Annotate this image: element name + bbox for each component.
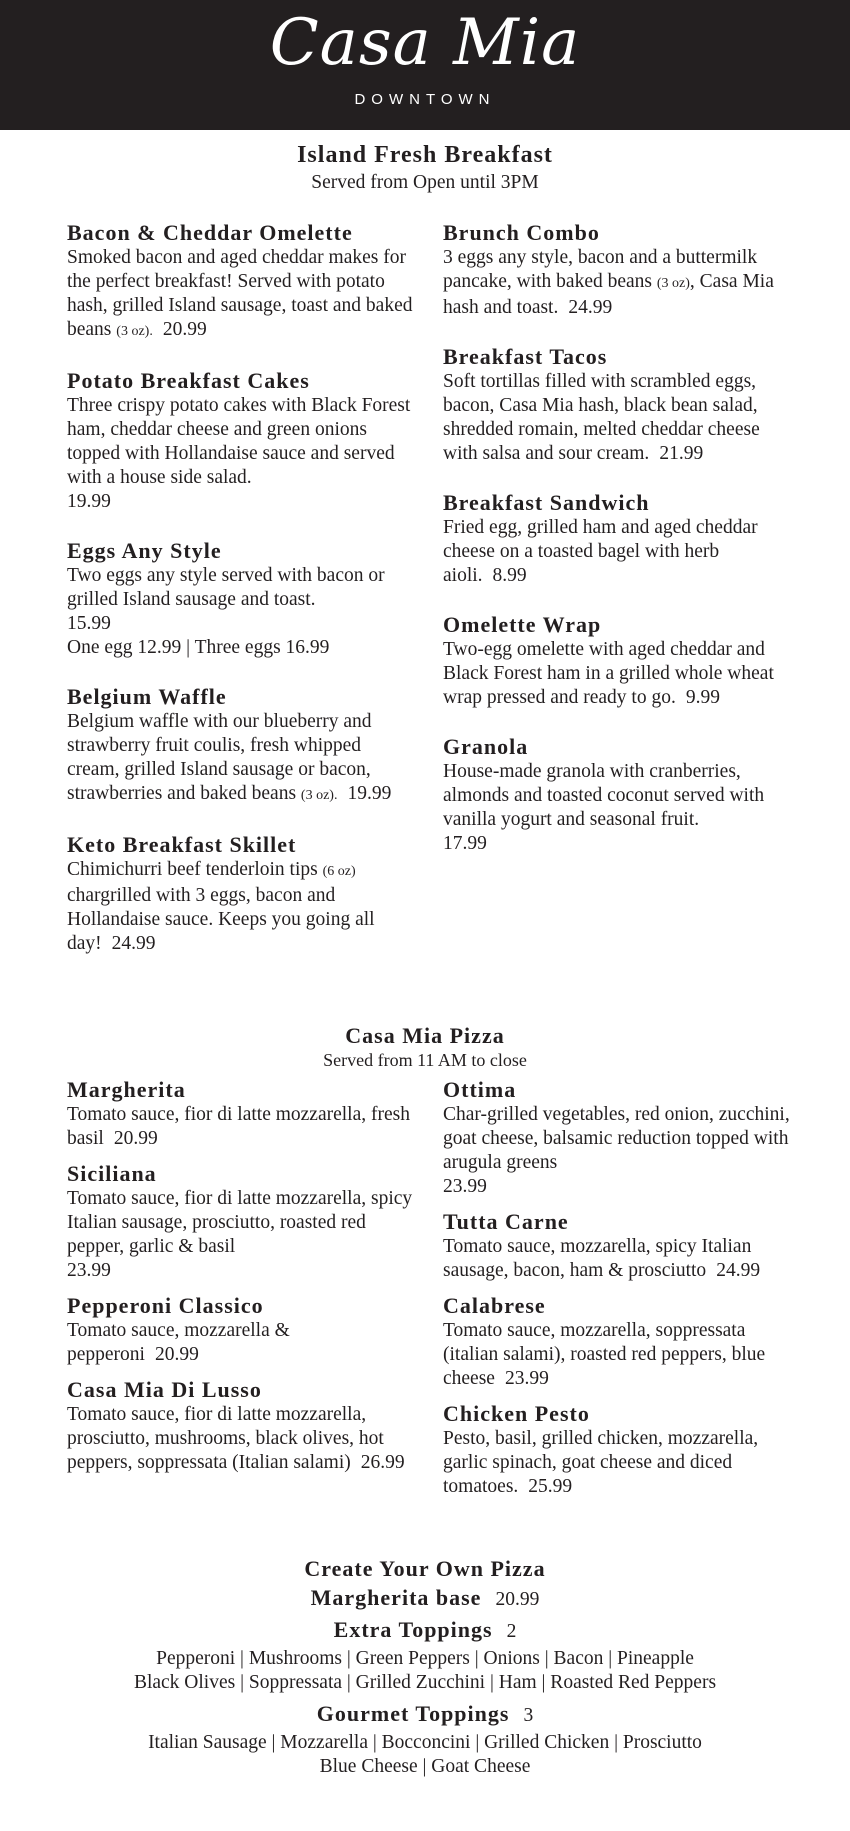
item-name: Breakfast Tacos xyxy=(443,344,608,369)
extra-toppings-line xyxy=(0,1615,850,1647)
item-description xyxy=(443,1427,793,1499)
item-desc-text: Belgium waffle with our blueberry and strawberry fruit coulis, fresh whipped cream, grilled Island sausage or bacon, strawberries and baked beans xyxy=(67,711,372,804)
menu-item xyxy=(443,612,793,710)
item-portion: (3 oz). xyxy=(300,788,338,803)
item-description xyxy=(443,1103,793,1199)
item-name: Pepperoni Classico xyxy=(67,1293,264,1318)
extra-toppings-price: 2 xyxy=(506,1621,517,1642)
item-description xyxy=(443,760,793,856)
item-portion: (3 oz) xyxy=(656,276,690,291)
item-price: 26.99 xyxy=(360,1452,405,1473)
item-name: Brunch Combo xyxy=(443,220,600,245)
item-desc-text: Tomato sauce, fior di latte mozzarella, spicy Italian sausage, prosciutto, roasted red pepper, garlic & basil xyxy=(67,1188,413,1257)
logo-subtitle: DOWNTOWN xyxy=(354,91,496,108)
pizza-subtitle: Served from 11 AM to close xyxy=(323,1050,527,1070)
pizza-title: Casa Mia Pizza xyxy=(345,1023,505,1048)
gourmet-toppings-list: Blue Cheese | Goat Cheese xyxy=(319,1756,531,1777)
item-portion: (3 oz). xyxy=(116,324,153,339)
item-description xyxy=(67,246,417,344)
item-desc-text: Char-grilled vegetables, red onion, zucchini, goat cheese, balsamic reduction topped with arugula greens xyxy=(443,1104,790,1173)
breakfast-subtitle: Served from Open until 3PM xyxy=(311,172,539,193)
item-price: 20.99 xyxy=(113,1128,158,1149)
item-name: Bacon & Cheddar Omelette xyxy=(67,220,353,245)
item-desc-text: Pesto, basil, grilled chicken, mozzarella, garlic spinach, goat cheese and diced tomatoes. xyxy=(443,1428,759,1497)
menu-item xyxy=(67,1293,417,1367)
item-desc-text: Tomato sauce, mozzarella, soppressata (italian salami), roasted red peppers, blue cheese xyxy=(443,1320,766,1389)
item-price: 23.99 xyxy=(67,1260,111,1281)
item-price: 20.99 xyxy=(154,1344,199,1365)
item-name: Breakfast Sandwich xyxy=(443,490,650,515)
item-price: 23.99 xyxy=(443,1176,487,1197)
base-line xyxy=(0,1583,850,1615)
item-desc-text: 3 eggs any style, bacon and a buttermilk pancake, with baked beans xyxy=(443,247,758,292)
item-description xyxy=(67,1103,417,1151)
item-name: Siciliana xyxy=(67,1161,157,1186)
item-price: 8.99 xyxy=(492,565,527,586)
base-price: 20.99 xyxy=(495,1589,540,1610)
menu-item xyxy=(67,684,417,808)
item-extra-prices: One egg 12.99 | Three eggs 16.99 xyxy=(67,637,330,658)
item-name: Calabrese xyxy=(443,1293,546,1318)
menu-item xyxy=(443,1401,793,1499)
create-your-own-section xyxy=(0,1555,850,1779)
item-name: Chicken Pesto xyxy=(443,1401,590,1426)
menu-item xyxy=(67,538,417,660)
gourmet-toppings-label: Gourmet Toppings xyxy=(316,1701,510,1726)
item-price: 23.99 xyxy=(504,1368,549,1389)
item-name: Casa Mia Di Lusso xyxy=(67,1377,262,1402)
item-name: Omelette Wrap xyxy=(443,612,602,637)
menu-item xyxy=(67,1077,417,1151)
breakfast-right-column xyxy=(443,220,793,880)
item-desc-text: Chimichurri beef tenderloin tips xyxy=(67,859,323,880)
item-desc-text: House-made granola with cranberries, almonds and toasted coconut served with vanilla yogurt and seasonal fruit. xyxy=(443,761,765,830)
item-price: 21.99 xyxy=(659,443,704,464)
menu-item xyxy=(443,490,793,588)
item-price: 20.99 xyxy=(162,319,207,340)
header-banner xyxy=(0,0,850,130)
base-label: Margherita base xyxy=(310,1585,482,1610)
menu-item xyxy=(67,368,417,514)
extra-toppings-list: Black Olives | Soppressata | Grilled Zucchini | Ham | Roasted Red Peppers xyxy=(133,1672,717,1693)
item-price: 19.99 xyxy=(347,783,392,804)
extra-toppings-label: Extra Toppings xyxy=(333,1617,493,1642)
item-desc-text: Tomato sauce, mozzarella & pepperoni xyxy=(67,1320,290,1365)
item-description xyxy=(443,638,793,710)
item-desc-text: Fried egg, grilled ham and aged cheddar cheese on a toasted bagel with herb aioli. xyxy=(443,517,758,586)
item-name: Potato Breakfast Cakes xyxy=(67,368,310,393)
item-desc-text: Two eggs any style served with bacon or grilled Island sausage and toast. xyxy=(67,565,385,610)
menu-item xyxy=(443,734,793,856)
item-price: 25.99 xyxy=(528,1476,573,1497)
gourmet-toppings-list: Italian Sausage | Mozzarella | Bocconcini | Grilled Chicken | Prosciutto xyxy=(148,1732,702,1753)
menu-item xyxy=(67,220,417,344)
item-description xyxy=(67,710,417,808)
item-name: Eggs Any Style xyxy=(67,538,222,563)
item-desc-text: Soft tortillas filled with scrambled eggs, bacon, Casa Mia hash, black bean salad, shredded romain, melted cheddar cheese with salsa and sour cream. xyxy=(443,371,760,464)
item-price: 17.99 xyxy=(443,833,487,854)
extra-toppings-list: Pepperoni | Mushrooms | Green Peppers | Onions | Bacon | Pineapple xyxy=(156,1648,694,1669)
item-name: Granola xyxy=(443,734,529,759)
item-name: Margherita xyxy=(67,1077,186,1102)
create-title: Create Your Own Pizza xyxy=(304,1556,546,1581)
menu-item xyxy=(443,1293,793,1391)
item-price: 19.99 xyxy=(67,491,111,512)
breakfast-left-column xyxy=(67,220,417,980)
menu-item xyxy=(67,832,417,956)
pizza-right-column xyxy=(443,1077,793,1509)
item-desc-text: Tomato sauce, fior di latte mozzarella, fresh basil xyxy=(67,1104,410,1149)
item-price: 9.99 xyxy=(685,687,720,708)
pizza-left-column xyxy=(67,1077,417,1485)
item-description xyxy=(443,370,793,466)
item-price: 24.99 xyxy=(716,1260,761,1281)
item-portion: (6 oz) xyxy=(322,864,356,879)
item-name: Keto Breakfast Skillet xyxy=(67,832,297,857)
breakfast-title: Island Fresh Breakfast xyxy=(297,142,553,168)
item-description xyxy=(67,564,417,660)
menu-item xyxy=(67,1161,417,1283)
item-description xyxy=(443,246,793,320)
item-name: Ottima xyxy=(443,1077,517,1102)
item-description xyxy=(443,1319,793,1391)
item-description xyxy=(67,1403,417,1475)
logo-script: Casa Mia xyxy=(269,6,581,80)
menu-item xyxy=(443,1077,793,1199)
gourmet-toppings-line xyxy=(0,1699,850,1731)
item-description xyxy=(443,1235,793,1283)
item-description xyxy=(67,1187,417,1283)
item-desc-text: chargrilled with 3 eggs, bacon and Hollandaise sauce. Keeps you going all day! xyxy=(67,885,375,954)
item-desc-text: Tomato sauce, mozzarella, spicy Italian sausage, bacon, ham & prosciutto xyxy=(443,1236,752,1281)
item-price: 15.99 xyxy=(67,613,111,634)
item-name: Tutta Carne xyxy=(443,1209,569,1234)
item-description xyxy=(443,516,793,588)
item-price: 24.99 xyxy=(568,297,613,318)
item-desc-text: Three crispy potato cakes with Black Forest ham, cheddar cheese and green onions topped with Hollandaise sauce and served with a house side salad. xyxy=(67,395,411,488)
item-name: Belgium Waffle xyxy=(67,684,227,709)
item-description xyxy=(67,1319,337,1367)
item-price: 24.99 xyxy=(111,933,156,954)
menu-item xyxy=(443,220,793,320)
item-description xyxy=(67,394,417,514)
item-desc-text: Smoked bacon and aged cheddar makes for the perfect breakfast! Served with potato hash, grilled Island sausage, toast and baked beans xyxy=(67,247,413,340)
item-desc-text: Two-egg omelette with aged cheddar and Black Forest ham in a grilled whole wheat wrap pressed and ready to go. xyxy=(443,639,774,708)
menu-item xyxy=(443,344,793,466)
item-desc-text: Tomato sauce, fior di latte mozzarella, prosciutto, mushrooms, black olives, hot peppers, soppressata (Italian salami) xyxy=(67,1404,384,1473)
item-desc-text: , Casa Mia hash and toast. xyxy=(443,271,774,318)
menu-item xyxy=(67,1377,417,1475)
gourmet-toppings-price: 3 xyxy=(523,1705,534,1726)
menu-item xyxy=(443,1209,793,1283)
item-description xyxy=(67,858,417,956)
